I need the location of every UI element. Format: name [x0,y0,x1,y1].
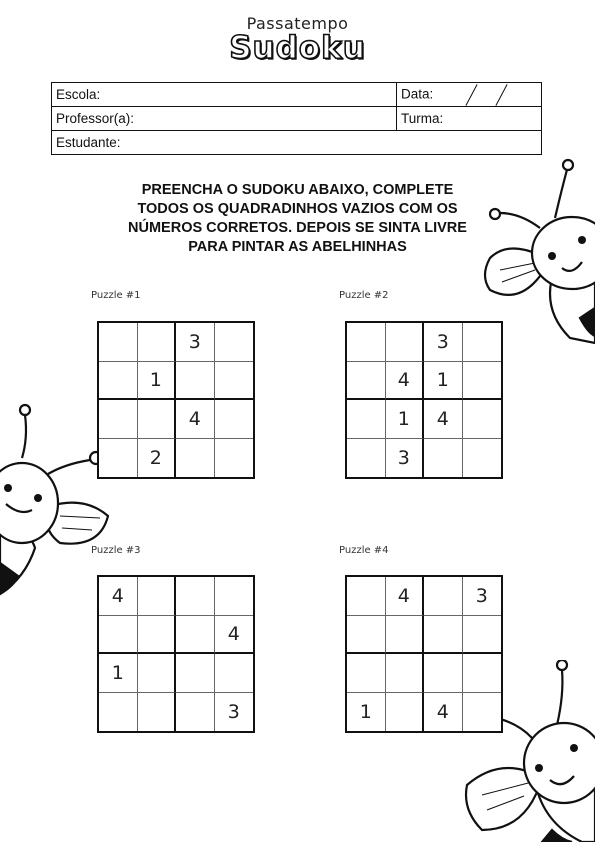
sudoku-cell[interactable] [99,616,138,655]
sudoku-cell[interactable] [215,439,254,478]
page-subtitle: Passatempo [246,14,349,33]
teacher-field[interactable] [52,107,397,131]
sudoku-cell[interactable] [215,577,254,616]
sudoku-cell[interactable]: 3 [227,700,240,723]
sudoku-cell[interactable]: 1 [347,693,386,732]
sudoku-cell[interactable] [215,323,254,362]
sudoku-cell[interactable] [99,400,138,439]
sudoku-cell[interactable] [99,439,138,478]
sudoku-cell[interactable] [386,616,425,655]
sudoku-cell[interactable] [463,362,502,401]
puzzle-3-label: Puzzle #3 [91,545,141,556]
sudoku-cell[interactable] [138,693,177,732]
sudoku-grid-1 [97,321,255,479]
sudoku-cell[interactable] [463,439,502,478]
sudoku-cell[interactable] [424,616,463,655]
bee-icon [480,158,595,348]
school-label: Escola: [56,87,101,102]
student-label: Estudante: [56,135,121,150]
sudoku-cell[interactable]: 3 [176,323,215,362]
sudoku-cell[interactable] [386,323,425,362]
puzzle-4-label: Puzzle #4 [339,545,389,556]
sudoku-cell[interactable] [463,616,502,655]
sudoku-grid-2 [345,321,503,479]
puzzle-1-label: Puzzle #1 [91,290,141,301]
date-label: Data: [401,86,434,102]
sudoku-cell[interactable] [347,362,386,401]
class-label: Turma: [401,111,444,126]
class-field[interactable] [397,107,542,131]
sudoku-grid-3 [97,575,255,733]
sudoku-cell[interactable] [99,693,138,732]
sudoku-cell[interactable] [424,577,463,616]
sudoku-cell[interactable] [463,654,502,693]
sudoku-cell[interactable] [347,323,386,362]
sudoku-cell[interactable] [215,654,254,693]
sudoku-cell[interactable]: 4 [176,400,215,439]
sudoku-cell[interactable] [463,693,502,732]
sudoku-cell[interactable] [176,439,215,478]
sudoku-cell[interactable] [347,400,386,439]
sudoku-cell[interactable] [99,362,138,401]
instructions-text: PREENCHA O SUDOKU ABAIXO, COMPLETE TODOS OS QUADRADINHOS VAZIOS COM OS NÚMEROS CORRETOS. DEPOIS SE SINTA LIVRE PARA PINTAR AS ABELHINHAS [128,182,467,255]
sudoku-cell[interactable] [463,400,502,439]
sudoku-cell[interactable]: 4 [424,400,463,439]
sudoku-cell[interactable]: 1 [138,362,177,401]
sudoku-cell[interactable]: 3 [463,577,502,616]
sudoku-cell[interactable] [176,362,215,401]
sudoku-cell[interactable] [386,654,425,693]
sudoku-cell[interactable] [424,654,463,693]
sudoku-cell[interactable]: 1 [386,400,425,439]
puzzle-2-label: Puzzle #2 [339,290,389,301]
sudoku-cell[interactable]: 3 [386,439,425,478]
sudoku-cell[interactable]: 4 [386,362,425,401]
sudoku-cell[interactable] [138,616,177,655]
sudoku-cell[interactable] [347,616,386,655]
sudoku-cell[interactable] [347,439,386,478]
sudoku-cell[interactable]: 4 [215,616,254,655]
sudoku-cell[interactable]: 1 [99,654,138,693]
teacher-label: Professor(a): [56,111,135,126]
sudoku-cell[interactable] [176,693,215,732]
page-title: Sudoku [229,30,366,66]
sudoku-cell[interactable]: 1 [424,362,463,401]
sudoku-cell[interactable] [99,323,138,362]
student-info-table [51,82,542,155]
sudoku-cell[interactable] [215,400,254,439]
date-separators [437,85,517,105]
sudoku-cell[interactable] [176,616,215,655]
sudoku-cell[interactable]: 4 [424,693,463,732]
sudoku-cell[interactable]: 4 [99,577,138,616]
student-field[interactable] [52,131,542,155]
sudoku-cell[interactable] [347,654,386,693]
sudoku-cell[interactable] [176,577,215,616]
sudoku-cell[interactable] [138,654,177,693]
sudoku-cell[interactable] [138,577,177,616]
sudoku-cell[interactable] [463,323,502,362]
sudoku-cell[interactable]: 4 [386,577,425,616]
date-field[interactable] [397,83,542,107]
sudoku-cell[interactable] [176,654,215,693]
sudoku-cell[interactable] [138,400,177,439]
sudoku-cell[interactable] [138,323,177,362]
sudoku-cell[interactable]: 3 [424,323,463,362]
sudoku-grid-4 [345,575,503,733]
sudoku-cell[interactable] [347,577,386,616]
sudoku-cell[interactable] [215,362,254,401]
school-field[interactable] [52,83,397,107]
sudoku-cell[interactable]: 2 [138,439,177,478]
sudoku-cell[interactable] [386,693,425,732]
sudoku-cell[interactable] [424,439,463,478]
